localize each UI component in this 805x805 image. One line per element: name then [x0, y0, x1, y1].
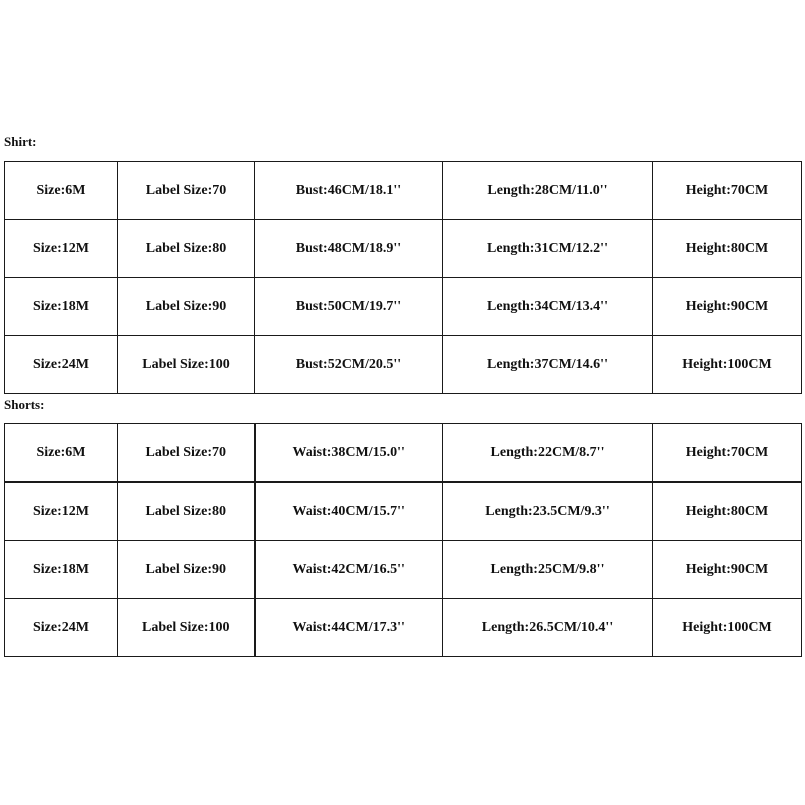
size-cell: Size:12M — [5, 482, 118, 541]
length-cell: Length:22CM/8.7'' — [443, 424, 653, 483]
length-cell: Length:31CM/12.2'' — [443, 220, 653, 278]
shirt-size-table — [4, 161, 802, 394]
label-size-cell: Label Size:80 — [118, 482, 255, 541]
label-size-cell: Label Size:80 — [118, 220, 255, 278]
length-cell: Length:37CM/14.6'' — [443, 336, 653, 394]
length-cell: Length:25CM/9.8'' — [443, 541, 653, 599]
waist-cell: Waist:42CM/16.5'' — [255, 541, 443, 599]
height-cell: Height:100CM — [653, 336, 802, 394]
waist-cell: Waist:44CM/17.3'' — [255, 599, 443, 657]
size-cell: Size:6M — [5, 162, 118, 220]
table-row — [5, 424, 802, 483]
height-cell: Height:70CM — [653, 162, 802, 220]
size-cell: Size:18M — [5, 541, 118, 599]
label-size-cell: Label Size:100 — [118, 336, 255, 394]
waist-cell: Waist:38CM/15.0'' — [255, 424, 443, 483]
table-row — [5, 599, 802, 657]
table-row — [5, 541, 802, 599]
length-cell: Length:26.5CM/10.4'' — [443, 599, 653, 657]
size-cell: Size:24M — [5, 336, 118, 394]
height-cell: Height:100CM — [653, 599, 802, 657]
height-cell: Height:80CM — [653, 482, 802, 541]
size-cell: Size:18M — [5, 278, 118, 336]
length-cell: Length:28CM/11.0'' — [443, 162, 653, 220]
table-row — [5, 482, 802, 541]
bust-cell: Bust:48CM/18.9'' — [255, 220, 443, 278]
table-row — [5, 220, 802, 278]
label-size-cell: Label Size:90 — [118, 278, 255, 336]
size-cell: Size:12M — [5, 220, 118, 278]
table-row — [5, 278, 802, 336]
length-cell: Length:34CM/13.4'' — [443, 278, 653, 336]
bust-cell: Bust:52CM/20.5'' — [255, 336, 443, 394]
height-cell: Height:90CM — [653, 278, 802, 336]
bust-cell: Bust:50CM/19.7'' — [255, 278, 443, 336]
table-row — [5, 162, 802, 220]
label-size-cell: Label Size:70 — [118, 162, 255, 220]
height-cell: Height:90CM — [653, 541, 802, 599]
length-cell: Length:23.5CM/9.3'' — [443, 482, 653, 541]
size-cell: Size:6M — [5, 424, 118, 483]
height-cell: Height:70CM — [653, 424, 802, 483]
shorts-section-label: Shorts: — [4, 397, 45, 412]
shorts-size-table — [4, 423, 802, 657]
size-cell: Size:24M — [5, 599, 118, 657]
height-cell: Height:80CM — [653, 220, 802, 278]
bust-cell: Bust:46CM/18.1'' — [255, 162, 443, 220]
table-row — [5, 336, 802, 394]
shirt-section-label: Shirt: — [4, 134, 37, 149]
label-size-cell: Label Size:70 — [118, 424, 255, 483]
label-size-cell: Label Size:90 — [118, 541, 255, 599]
label-size-cell: Label Size:100 — [118, 599, 255, 657]
waist-cell: Waist:40CM/15.7'' — [255, 482, 443, 541]
